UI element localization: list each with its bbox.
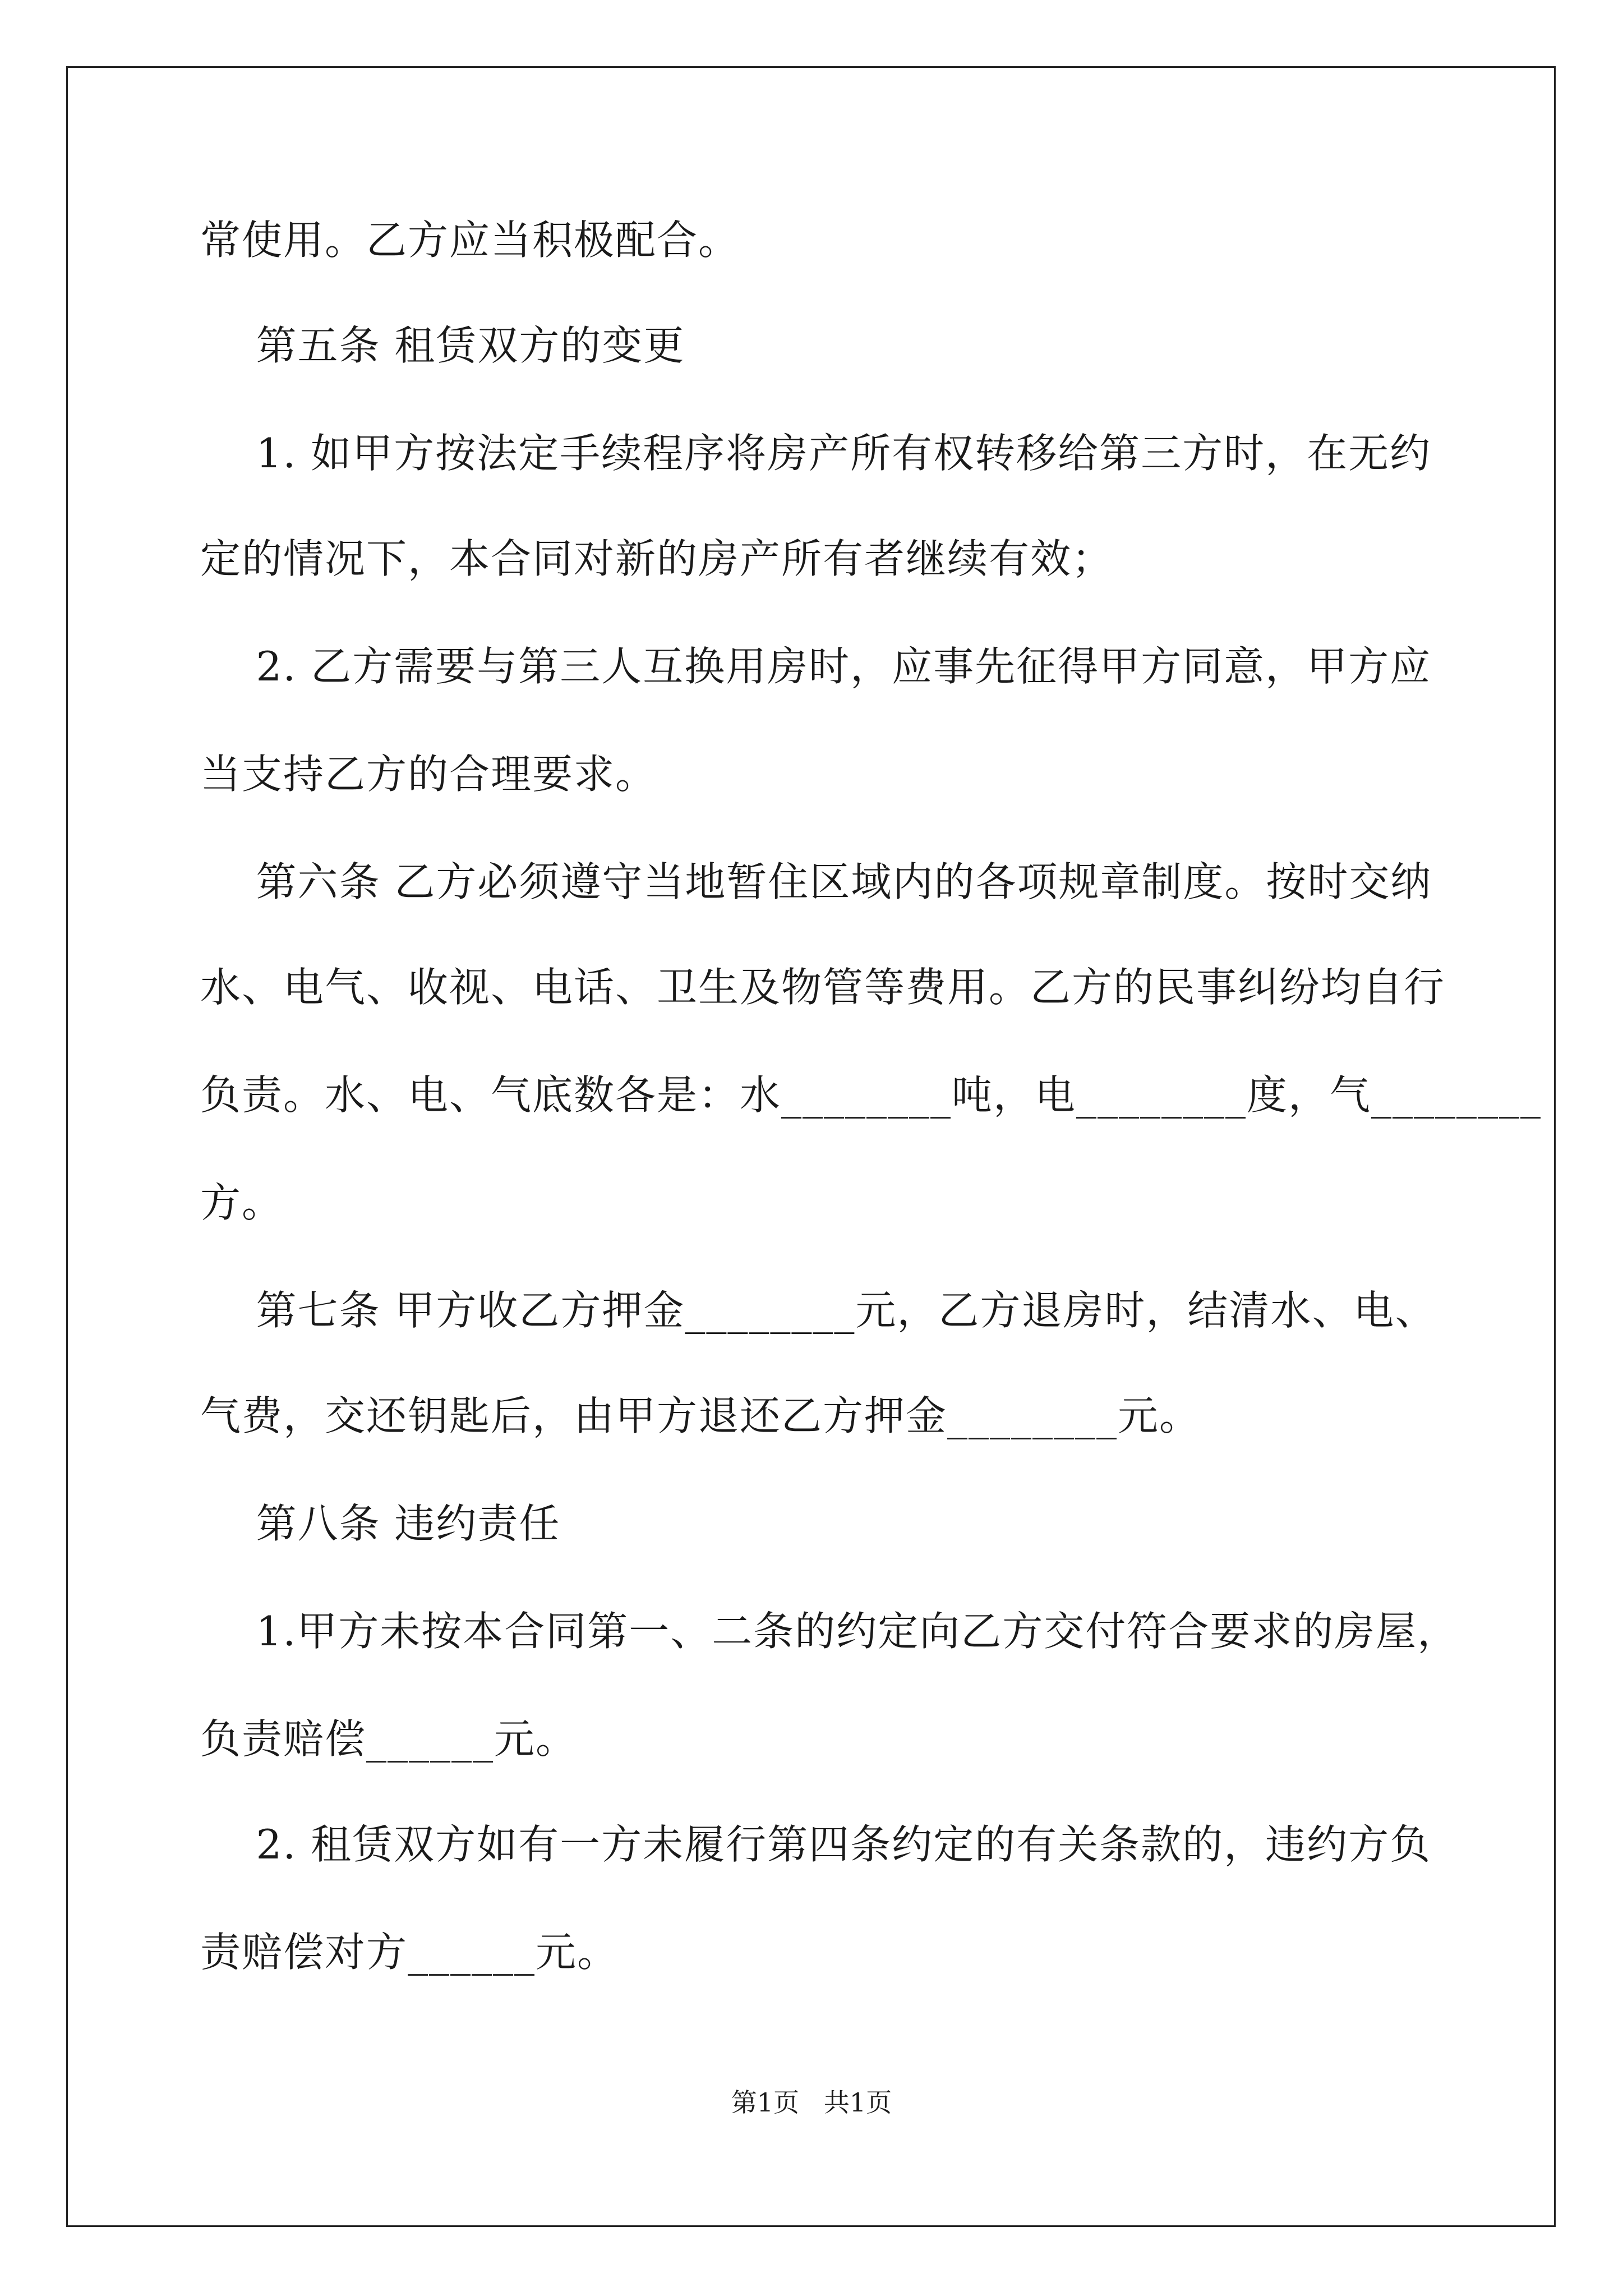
text-line: 负责赔偿______元。 <box>200 1715 578 1763</box>
section-heading: 第五条 租赁双方的变更 <box>200 322 685 369</box>
text-line: 第七条 甲方收乙方押金________元，乙方退房时，结清水、电、 <box>200 1287 1437 1334</box>
text-line: 气费，交还钥匙后，由甲方退还乙方押金________元。 <box>200 1392 1201 1439</box>
section-heading: 第八条 违约责任 <box>200 1500 561 1547</box>
text-line: 责赔偿对方______元。 <box>200 1929 619 1976</box>
text-line: 2. 乙方需要与第三人互换用房时，应事先征得甲方同意，甲方应 <box>200 643 1432 690</box>
text-line: 当支持乙方的合理要求。 <box>200 751 657 798</box>
page-number: 第1页 共1页 <box>731 2087 892 2118</box>
text-line: 水、电气、收视、电话、卫生及物管等费用。乙方的民事纠纷均自行 <box>200 964 1446 1011</box>
page-border <box>66 66 1556 2227</box>
text-line: 常使用。乙方应当积极配合。 <box>200 217 740 264</box>
text-line: 第六条 乙方必须遵守当地暂住区域内的各项规章制度。按时交纳 <box>200 858 1432 905</box>
text-line: 2. 租赁双方如有一方未履行第四条约定的有关条款的，违约方负 <box>200 1821 1432 1868</box>
text-line: 负责。水、电、气底数各是：水________吨，电________度，气________ <box>200 1071 1542 1119</box>
text-line: 1. 如甲方按法定手续程序将房产所有权转移给第三方时，在无约 <box>200 430 1432 477</box>
text-line: 定的情况下，本合同对新的房产所有者继续有效； <box>200 535 1114 582</box>
text-line: 方。 <box>200 1179 284 1226</box>
text-line: 1.甲方未按本合同第一、二条的约定向乙方交付符合要求的房屋， <box>200 1608 1459 1655</box>
